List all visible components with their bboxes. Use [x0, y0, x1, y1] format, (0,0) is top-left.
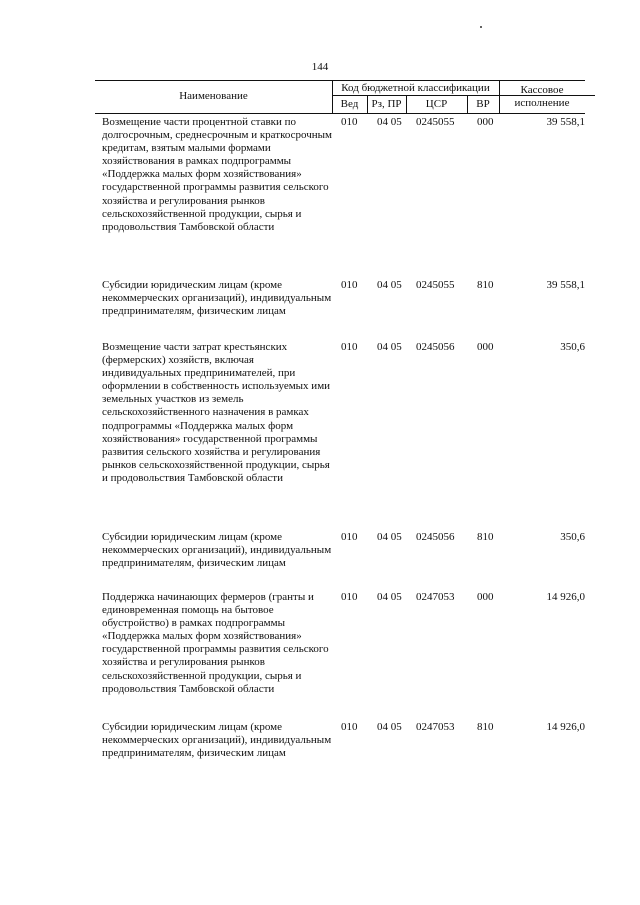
- row-amount: 350,6: [560, 531, 585, 543]
- table-header: [95, 80, 585, 114]
- header-cash-line2: исполнение: [514, 97, 570, 109]
- page-number: 144: [311, 61, 329, 73]
- row-csr: 0245055: [416, 116, 455, 128]
- row-csr: 0247053: [416, 591, 455, 603]
- row-vr: 810: [477, 531, 494, 543]
- row-ved: 010: [341, 341, 358, 353]
- row-name: Субсидии юридическим лицам (кроме некоммерческих организаций), индивидуальным предпринимателям, физическим лицам: [102, 279, 332, 318]
- header-rz-pr: Рз, ПР: [371, 98, 402, 110]
- row-vr: 000: [477, 116, 494, 128]
- row-amount: 350,6: [560, 341, 585, 353]
- header-csr: ЦСР: [425, 98, 448, 110]
- row-name: Субсидии юридическим лицам (кроме некоммерческих организаций), индивидуальным предпринимателям, физическим лицам: [102, 721, 332, 760]
- row-csr: 0245056: [416, 341, 455, 353]
- row-rz-pr: 04 05: [377, 721, 402, 733]
- row-amount: 39 558,1: [546, 116, 585, 128]
- row-ved: 010: [341, 116, 358, 128]
- row-csr: 0247053: [416, 721, 455, 733]
- row-amount: 14 926,0: [546, 591, 585, 603]
- row-rz-pr: 04 05: [377, 116, 402, 128]
- row-rz-pr: 04 05: [377, 341, 402, 353]
- row-ved: 010: [341, 721, 358, 733]
- row-name: Возмещение части процентной ставки по долгосрочным, среднесрочным и краткосрочным кредитам, взятым малыми формами хозяйствования в рамках подпрограммы «Поддержка малых форм хозяйствования» государственной программы развития сельского хозяйства и регулирования рынков сельскохозяйственной продукции, сырья и продовольствия Тамбовской области: [102, 116, 333, 233]
- header-name: Наименование: [179, 90, 248, 102]
- row-rz-pr: 04 05: [377, 279, 402, 291]
- row-csr: 0245056: [416, 531, 455, 543]
- row-vr: 810: [477, 721, 494, 733]
- row-amount: 14 926,0: [546, 721, 585, 733]
- row-vr: 000: [477, 341, 494, 353]
- row-csr: 0245055: [416, 279, 455, 291]
- row-rz-pr: 04 05: [377, 531, 402, 543]
- row-amount: 39 558,1: [546, 279, 585, 291]
- row-ved: 010: [341, 531, 358, 543]
- header-code-group: Код бюджетной классификации: [341, 82, 490, 94]
- row-vr: 000: [477, 591, 494, 603]
- row-ved: 010: [341, 591, 358, 603]
- header-ved: Вед: [340, 98, 359, 110]
- row-name: Возмещение части затрат крестьянских (фермерских) хозяйств, включая индивидуальных предпринимателей, при оформлении в собственность используемых ими земельных участков из земель сельскохозяйственного назначения в рамках подпрограммы «Поддержка малых форм хозяйствования» государственной программы развития сельского хозяйства и регулирования рынков сельскохозяйственной продукции, сырья и продовольствия Тамбовской области: [102, 341, 331, 484]
- header-vr: ВР: [476, 98, 490, 110]
- row-rz-pr: 04 05: [377, 591, 402, 603]
- header-cash-line1: Кассовое: [520, 84, 564, 96]
- row-ved: 010: [341, 279, 358, 291]
- scan-dot: [480, 26, 482, 28]
- row-name: Поддержка начинающих фермеров (гранты и единовременная помощь на бытовое обустройство) в рамках подпрограммы «Поддержка малых форм хозяйствования» государственной программы развития сельского хозяйства и регулирования рынков сельскохозяйственной продукции, сырья и продовольствия Тамбовской области: [102, 591, 329, 695]
- row-name: Субсидии юридическим лицам (кроме некоммерческих организаций), индивидуальным предпринимателям, физическим лицам: [102, 531, 332, 570]
- row-vr: 810: [477, 279, 494, 291]
